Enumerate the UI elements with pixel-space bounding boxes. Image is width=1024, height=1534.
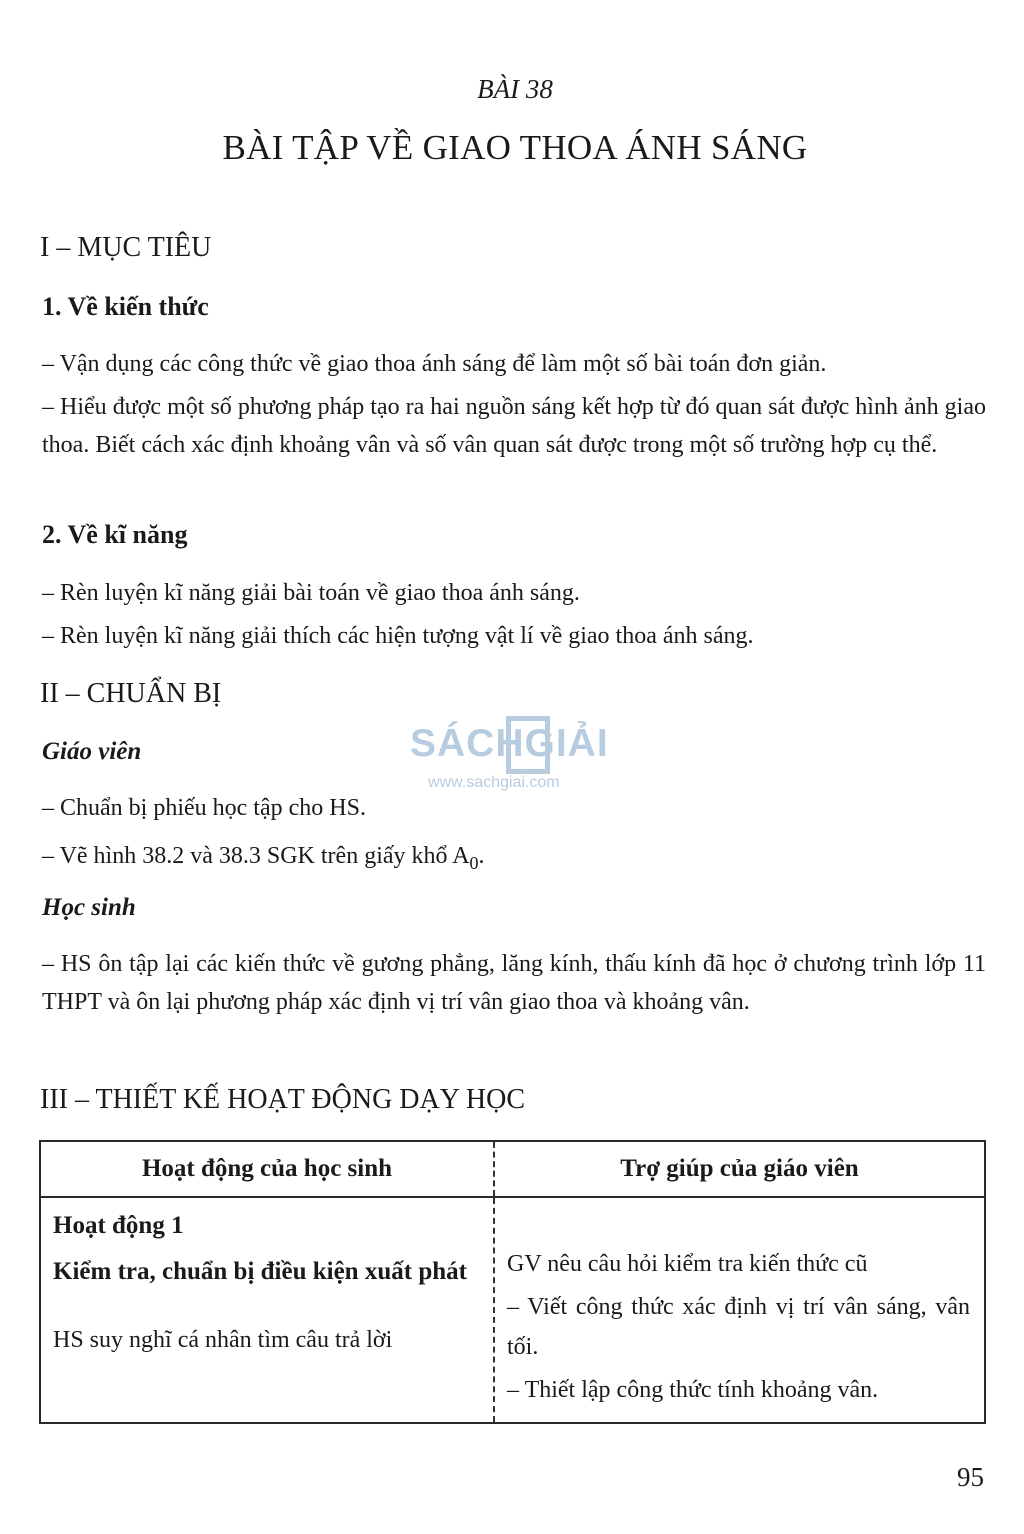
section-heading-objectives: I – MỤC TIÊU — [40, 232, 212, 263]
activity-title: Hoạt động 1 — [53, 1212, 184, 1239]
skills-item: – Rèn luyện kĩ năng giải bài toán về giao thoa ánh sáng. — [42, 580, 580, 606]
teacher-item-text: – Vẽ hình 38.2 và 38.3 SGK trên giấy khổ A — [42, 843, 470, 869]
lesson-number: BÀI 38 — [477, 74, 553, 104]
student-cell — [40, 1197, 494, 1423]
page-number: 95 — [957, 1462, 984, 1492]
table-row — [40, 1197, 985, 1423]
subscript: 0 — [469, 852, 479, 873]
subheading-knowledge: 1. Về kiến thức — [42, 292, 209, 321]
section-heading-activities: III – THIẾT KẾ HOẠT ĐỘNG DẠY HỌC — [40, 1084, 526, 1115]
activity-name: Kiểm tra, chuẩn bị điều kiện xuất phát — [53, 1258, 467, 1285]
teacher-cell — [494, 1197, 985, 1423]
section-heading-preparation: II – CHUẨN BỊ — [40, 678, 222, 709]
knowledge-item: – Hiểu được một số phương pháp tạo ra hai nguồn sáng kết hợp từ đó quan sát được hình ảnh giao thoa. Biết cách xác định khoảng vân và số vân quan sát được trong một số trường hợp cụ thể. — [42, 394, 986, 458]
col-header-student: Hoạt động của học sinh — [40, 1141, 494, 1197]
teacher-item-suffix: . — [478, 843, 485, 869]
teacher-line: – Viết công thức xác định vị trí vân sáng, vân tối. — [507, 1294, 970, 1360]
watermark-box-icon — [506, 716, 550, 774]
subheading-student: Học sinh — [42, 894, 136, 921]
teacher-item — [42, 837, 986, 882]
teacher-line: – Thiết lập công thức tính khoảng vân. — [507, 1377, 879, 1403]
student-text: HS suy nghĩ cá nhân tìm câu trả lời — [53, 1327, 393, 1353]
watermark-logo — [410, 722, 620, 792]
col-header-teacher: Trợ giúp của giáo viên — [494, 1141, 985, 1197]
student-item: – HS ôn tập lại các kiến thức về gương phẳng, lăng kính, thấu kính đã học ở chương trình lớp 11 THPT và ôn lại phương pháp xác định vị trí vân giao thoa và khoảng vân. — [42, 951, 986, 1015]
knowledge-item: – Vận dụng các công thức về giao thoa ánh sáng để làm một số bài toán đơn giản. — [42, 351, 827, 377]
subheading-skills: 2. Về kĩ năng — [42, 520, 188, 549]
table-header-row — [40, 1141, 985, 1197]
teacher-line: GV nêu câu hỏi kiểm tra kiến thức cũ — [507, 1251, 868, 1277]
activity-table — [39, 1140, 986, 1424]
teacher-item: – Chuẩn bị phiếu học tập cho HS. — [42, 795, 366, 821]
page-title: BÀI TẬP VỀ GIAO THOA ÁNH SÁNG — [222, 128, 808, 167]
skills-item: – Rèn luyện kĩ năng giải thích các hiện tượng vật lí về giao thoa ánh sáng. — [42, 623, 754, 649]
watermark-url: www.sachgiai.com — [428, 774, 560, 791]
subheading-teacher: Giáo viên — [42, 738, 142, 765]
watermark-brand: SÁCHGIẢI — [410, 722, 620, 766]
